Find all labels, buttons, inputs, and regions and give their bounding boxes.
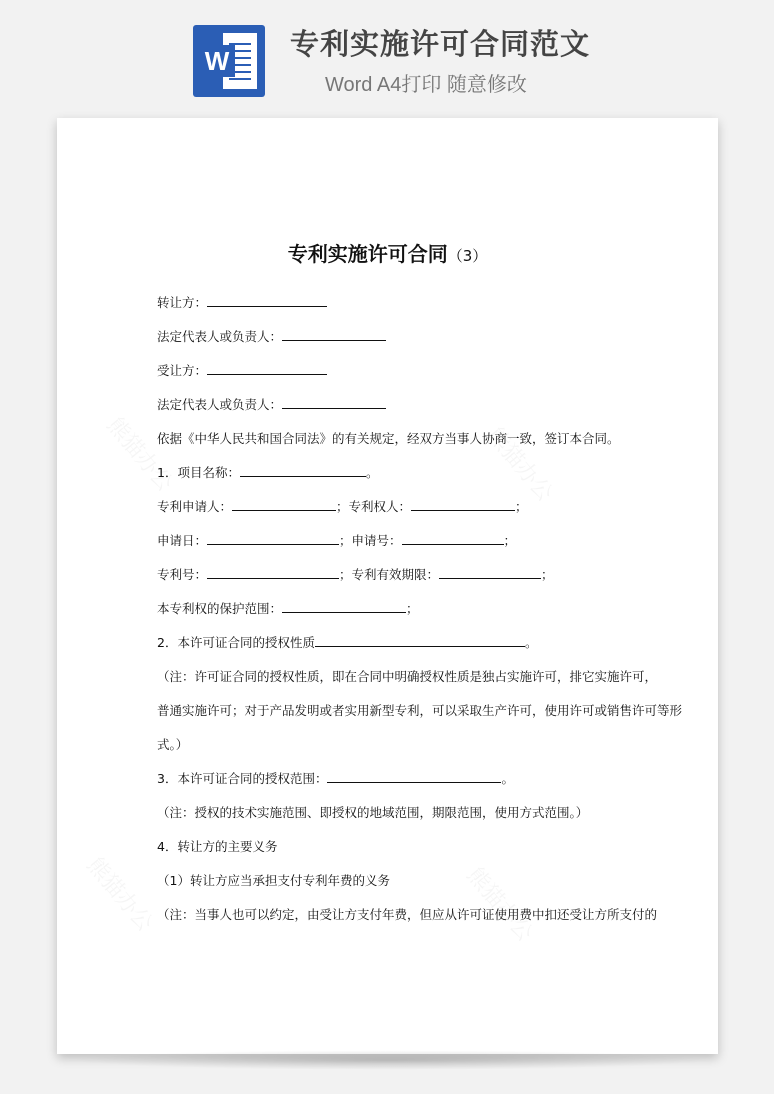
fill-in-blank[interactable] bbox=[207, 533, 339, 545]
document-line bbox=[157, 669, 657, 685]
fill-in-blank[interactable] bbox=[207, 295, 327, 307]
line-text: 式。） bbox=[157, 737, 189, 752]
document-line bbox=[157, 635, 537, 651]
fill-in-blank[interactable] bbox=[439, 567, 541, 579]
document-title-text: 专利实施许可合同 bbox=[287, 242, 448, 266]
document-line bbox=[157, 907, 657, 923]
line-text: ；专利有效期限： bbox=[339, 567, 440, 582]
document-line bbox=[157, 465, 378, 481]
line-text: （注：当事人也可以约定，由受让方支付年费，但应从许可证使用费中扣还受让方所支付的 bbox=[157, 907, 658, 922]
word-icon-letter: W bbox=[199, 45, 235, 77]
line-text: ； bbox=[541, 567, 554, 582]
fill-in-blank[interactable] bbox=[282, 397, 386, 409]
line-text: （注：授权的技术实施范围、即授权的地域范围，期限范围，使用方式范围。） bbox=[157, 805, 589, 820]
document-line bbox=[157, 431, 620, 447]
line-text: 普通实施许可；对于产品发明或者实用新型专利，可以采取生产许可，使用许可或销售许可等形 bbox=[157, 703, 683, 718]
line-text: 1．项目名称： bbox=[157, 465, 240, 480]
document-title-number: （3） bbox=[447, 247, 488, 265]
document-title bbox=[57, 238, 718, 267]
document-line bbox=[157, 805, 588, 821]
watermark bbox=[461, 860, 541, 947]
line-text: 4．转让方的主要义务 bbox=[157, 839, 278, 854]
document-line bbox=[157, 601, 419, 617]
line-text: ；专利权人： bbox=[336, 499, 412, 514]
line-text: 法定代表人或负责人： bbox=[157, 329, 283, 344]
fill-in-blank[interactable] bbox=[315, 635, 525, 647]
document-page bbox=[57, 118, 718, 1054]
line-text: 申请日： bbox=[157, 533, 208, 548]
page-header bbox=[0, 0, 774, 110]
document-line bbox=[157, 363, 327, 379]
fill-in-blank[interactable] bbox=[232, 499, 336, 511]
document-line bbox=[157, 397, 386, 413]
line-text: ； bbox=[503, 533, 517, 548]
line-text: ； bbox=[515, 499, 528, 514]
line-text: 专利申请人： bbox=[157, 499, 233, 514]
line-text: 本专利权的保护范围： bbox=[157, 601, 283, 616]
page-subtitle: Word A4打印 随意修改 bbox=[325, 74, 527, 96]
fill-in-blank[interactable] bbox=[207, 567, 339, 579]
document-line bbox=[157, 567, 554, 583]
word-document-icon bbox=[193, 25, 265, 97]
line-text: 受让方： bbox=[157, 363, 208, 378]
line-text: 。 bbox=[365, 465, 379, 480]
line-text: 。 bbox=[524, 635, 538, 650]
document-line bbox=[157, 295, 327, 311]
fill-in-blank[interactable] bbox=[327, 771, 501, 783]
document-line bbox=[157, 533, 516, 549]
fill-in-blank[interactable] bbox=[282, 601, 406, 613]
fill-in-blank[interactable] bbox=[402, 533, 504, 545]
fill-in-blank[interactable] bbox=[207, 363, 327, 375]
line-text: （注：许可证合同的授权性质，即在合同中明确授权性质是独占实施许可，排它实施许可， bbox=[157, 669, 658, 684]
line-text: 专利号： bbox=[157, 567, 208, 582]
line-text: ；申请号： bbox=[339, 533, 402, 548]
line-text: 2．本许可证合同的授权性质 bbox=[157, 635, 315, 650]
fill-in-blank[interactable] bbox=[282, 329, 386, 341]
line-text: 3．本许可证合同的授权范围： bbox=[157, 771, 328, 786]
watermark bbox=[81, 850, 161, 937]
document-line bbox=[157, 499, 528, 515]
line-text: ； bbox=[406, 601, 419, 616]
fill-in-blank[interactable] bbox=[240, 465, 366, 477]
line-text: 依据《中华人民共和国合同法》的有关规定，经双方当事人协商一致，签订本合同。 bbox=[157, 431, 620, 446]
fill-in-blank[interactable] bbox=[411, 499, 515, 511]
document-line bbox=[157, 839, 277, 855]
line-text: 法定代表人或负责人： bbox=[157, 397, 283, 412]
document-line bbox=[157, 737, 188, 753]
document-line bbox=[157, 873, 390, 889]
watermark bbox=[101, 410, 181, 497]
document-line bbox=[157, 703, 682, 719]
page-shadow bbox=[70, 1050, 710, 1070]
document-line bbox=[157, 329, 386, 345]
line-text: 。 bbox=[501, 771, 514, 786]
line-text: 转让方： bbox=[157, 295, 208, 310]
line-text: （1）转让方应当承担支付专利年费的义务 bbox=[157, 873, 390, 888]
page-title: 专利实施许可合同范文 bbox=[290, 27, 591, 61]
document-line bbox=[157, 771, 514, 787]
